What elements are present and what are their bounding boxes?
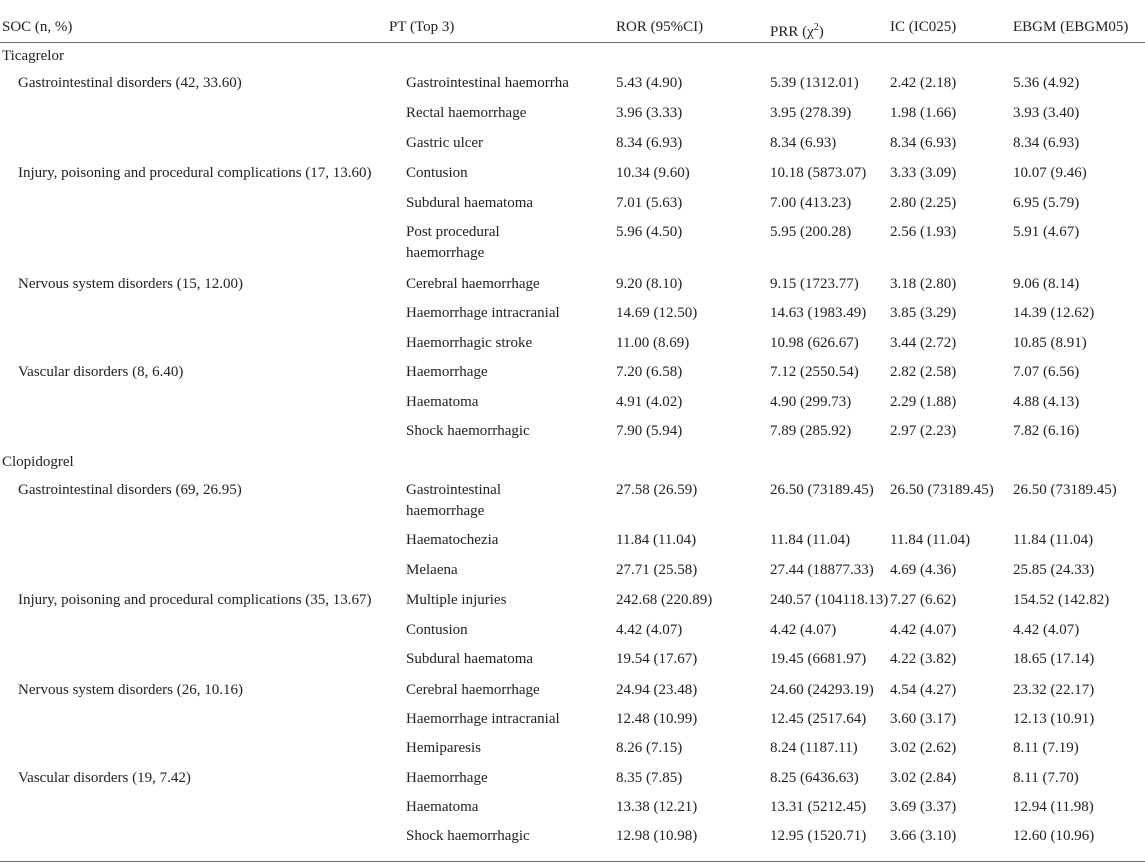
prr-cell: 11.84 (11.04) — [770, 532, 851, 548]
ic-cell: 1.98 (1.66) — [890, 105, 957, 121]
soc-label: Injury, poisoning and procedural complications (35, 13.67) — [18, 592, 372, 608]
ror-cell: 27.58 (26.59) — [616, 482, 698, 498]
pt-cell: Haemorrhage intracranial — [406, 711, 560, 727]
ror-cell: 5.96 (4.50) — [616, 224, 683, 240]
bottom-divider — [0, 861, 1145, 862]
ic-cell: 3.02 (2.84) — [890, 770, 957, 786]
ic-cell: 4.54 (4.27) — [890, 682, 957, 698]
pt-cell: Gastrointestinal haemorrhage — [406, 482, 501, 519]
prr-cell: 3.95 (278.39) — [770, 105, 852, 121]
prr-cell: 10.98 (626.67) — [770, 335, 859, 351]
ror-cell: 19.54 (17.67) — [616, 651, 698, 667]
ic-cell: 3.33 (3.09) — [890, 165, 957, 181]
prr-cell: 27.44 (18877.33) — [770, 562, 874, 578]
ic-cell: 11.84 (11.04) — [890, 532, 971, 548]
ror-cell: 11.00 (8.69) — [616, 335, 690, 351]
ic-cell: 2.80 (2.25) — [890, 195, 957, 211]
prr-cell: 9.15 (1723.77) — [770, 276, 859, 292]
ebgm-cell: 14.39 (12.62) — [1013, 305, 1095, 321]
ror-cell: 5.43 (4.90) — [616, 75, 683, 91]
ebgm-cell: 10.85 (8.91) — [1013, 335, 1087, 351]
pt-cell: Contusion — [406, 165, 468, 181]
ebgm-cell: 12.60 (10.96) — [1013, 828, 1095, 844]
prr-cell: 4.90 (299.73) — [770, 394, 852, 410]
ror-cell: 4.91 (4.02) — [616, 394, 683, 410]
header-divider — [0, 42, 1145, 43]
ic-cell: 2.82 (2.58) — [890, 364, 957, 380]
ebgm-cell: 154.52 (142.82) — [1013, 592, 1110, 608]
ror-cell: 4.42 (4.07) — [616, 622, 683, 638]
pt-cell: Rectal haemorrhage — [406, 105, 527, 121]
ror-cell: 7.20 (6.58) — [616, 364, 683, 380]
prr-cell: 8.24 (1187.11) — [770, 740, 858, 756]
prr-cell: 26.50 (73189.45) — [770, 482, 874, 498]
header-prr — [770, 17, 824, 43]
ic-cell: 2.42 (2.18) — [890, 75, 957, 91]
ebgm-cell: 7.07 (6.56) — [1013, 364, 1080, 380]
pt-cell: Cerebral haemorrhage — [406, 682, 540, 698]
ror-cell: 242.68 (220.89) — [616, 592, 713, 608]
pt-cell: Shock haemorrhagic — [406, 423, 530, 439]
pt-cell: Multiple injuries — [406, 592, 507, 608]
ebgm-cell: 12.13 (10.91) — [1013, 711, 1095, 727]
ror-cell: 10.34 (9.60) — [616, 165, 690, 181]
ror-cell: 3.96 (3.33) — [616, 105, 683, 121]
pt-cell: Shock haemorrhagic — [406, 828, 530, 844]
ic-cell: 3.02 (2.62) — [890, 740, 957, 756]
prr-cell: 19.45 (6681.97) — [770, 651, 867, 667]
ebgm-cell: 26.50 (73189.45) — [1013, 482, 1117, 498]
pt-cell: Subdural haematoma — [406, 651, 534, 667]
header-ebgm: EBGM (EBGM05) — [1013, 19, 1129, 35]
prr-cell: 240.57 (104118.13) — [770, 592, 889, 608]
pt-cell: Gastric ulcer — [406, 135, 484, 151]
prr-cell: 24.60 (24293.19) — [770, 682, 874, 698]
header-prr-suffix: ) — [818, 24, 824, 40]
ic-cell: 4.22 (3.82) — [890, 651, 957, 667]
prr-cell: 12.95 (1520.71) — [770, 828, 867, 844]
soc-label: Gastrointestinal disorders (69, 26.95) — [18, 482, 242, 498]
header-prr-prefix: PRR (χ — [770, 24, 814, 40]
soc-label: Gastrointestinal disorders (42, 33.60) — [18, 75, 242, 91]
drug-group-label: Ticagrelor — [2, 48, 64, 64]
ror-cell: 7.01 (5.63) — [616, 195, 683, 211]
pt-cell: Haematochezia — [406, 532, 499, 548]
pt-cell: Subdural haematoma — [406, 195, 534, 211]
prr-cell: 7.00 (413.23) — [770, 195, 852, 211]
ebgm-cell: 8.11 (7.70) — [1013, 770, 1079, 786]
prr-cell: 10.18 (5873.07) — [770, 165, 867, 181]
ebgm-cell: 10.07 (9.46) — [1013, 165, 1087, 181]
ic-cell: 3.66 (3.10) — [890, 828, 957, 844]
header-ic: IC (IC025) — [890, 19, 957, 35]
ror-cell: 12.48 (10.99) — [616, 711, 698, 727]
ebgm-cell: 25.85 (24.33) — [1013, 562, 1095, 578]
prr-cell: 7.89 (285.92) — [770, 423, 852, 439]
drug-group-label: Clopidogrel — [2, 454, 74, 470]
ebgm-cell: 23.32 (22.17) — [1013, 682, 1095, 698]
ic-cell: 3.44 (2.72) — [890, 335, 957, 351]
ebgm-cell: 5.91 (4.67) — [1013, 224, 1080, 240]
header-pt: PT (Top 3) — [389, 19, 455, 35]
ror-cell: 14.69 (12.50) — [616, 305, 698, 321]
ebgm-cell: 3.93 (3.40) — [1013, 105, 1080, 121]
ebgm-cell: 7.82 (6.16) — [1013, 423, 1080, 439]
ic-cell: 2.29 (1.88) — [890, 394, 957, 410]
ror-cell: 13.38 (12.21) — [616, 799, 698, 815]
pt-cell: Haemorrhagic stroke — [406, 335, 533, 351]
pt-cell: Gastrointestinal haemorrha — [406, 75, 569, 91]
ebgm-cell: 18.65 (17.14) — [1013, 651, 1095, 667]
soc-label: Injury, poisoning and procedural complications (17, 13.60) — [18, 165, 372, 181]
ic-cell: 3.69 (3.37) — [890, 799, 957, 815]
pt-cell: Haemorrhage — [406, 770, 488, 786]
ic-cell: 3.85 (3.29) — [890, 305, 957, 321]
ic-cell: 3.18 (2.80) — [890, 276, 957, 292]
pt-cell: Cerebral haemorrhage — [406, 276, 540, 292]
pt-cell: Haematoma — [406, 799, 479, 815]
prr-cell: 12.45 (2517.64) — [770, 711, 867, 727]
pt-cell: Melaena — [406, 562, 458, 578]
pt-cell: Contusion — [406, 622, 468, 638]
header-soc: SOC (n, %) — [2, 19, 73, 35]
ic-cell: 8.34 (6.93) — [890, 135, 957, 151]
ic-cell: 2.97 (2.23) — [890, 423, 957, 439]
ebgm-cell: 4.42 (4.07) — [1013, 622, 1080, 638]
pt-cell: Haematoma — [406, 394, 479, 410]
header-prr-sup: 2 — [813, 22, 819, 33]
prr-cell: 14.63 (1983.49) — [770, 305, 867, 321]
ic-cell: 4.42 (4.07) — [890, 622, 957, 638]
ic-cell: 3.60 (3.17) — [890, 711, 957, 727]
ic-cell: 2.56 (1.93) — [890, 224, 957, 240]
pt-cell: Hemiparesis — [406, 740, 481, 756]
ebgm-cell: 11.84 (11.04) — [1013, 532, 1094, 548]
ic-cell: 26.50 (73189.45) — [890, 482, 994, 498]
pt-cell: Haemorrhage — [406, 364, 488, 380]
prr-cell: 8.34 (6.93) — [770, 135, 837, 151]
ic-cell: 4.69 (4.36) — [890, 562, 957, 578]
ebgm-cell: 8.34 (6.93) — [1013, 135, 1080, 151]
ror-cell: 8.26 (7.15) — [616, 740, 683, 756]
prr-cell: 13.31 (5212.45) — [770, 799, 867, 815]
pt-cell: Post procedural haemorrhage — [406, 224, 500, 261]
soc-label: Vascular disorders (8, 6.40) — [18, 364, 184, 380]
ror-cell: 7.90 (5.94) — [616, 423, 683, 439]
ror-cell: 8.34 (6.93) — [616, 135, 683, 151]
ebgm-cell: 4.88 (4.13) — [1013, 394, 1080, 410]
ror-cell: 8.35 (7.85) — [616, 770, 683, 786]
ebgm-cell: 9.06 (8.14) — [1013, 276, 1080, 292]
prr-cell: 8.25 (6436.63) — [770, 770, 859, 786]
ic-cell: 7.27 (6.62) — [890, 592, 957, 608]
header-ror: ROR (95%CI) — [616, 19, 704, 35]
ebgm-cell: 8.11 (7.19) — [1013, 740, 1079, 756]
pt-cell: Haemorrhage intracranial — [406, 305, 560, 321]
soc-label: Nervous system disorders (15, 12.00) — [18, 276, 243, 292]
ror-cell: 12.98 (10.98) — [616, 828, 698, 844]
prr-cell: 4.42 (4.07) — [770, 622, 837, 638]
soc-label: Vascular disorders (19, 7.42) — [18, 770, 191, 786]
ror-cell: 27.71 (25.58) — [616, 562, 698, 578]
soc-label: Nervous system disorders (26, 10.16) — [18, 682, 243, 698]
prr-cell: 5.39 (1312.01) — [770, 75, 859, 91]
ebgm-cell: 6.95 (5.79) — [1013, 195, 1080, 211]
prr-cell: 7.12 (2550.54) — [770, 364, 859, 380]
ror-cell: 11.84 (11.04) — [616, 532, 697, 548]
ebgm-cell: 5.36 (4.92) — [1013, 75, 1080, 91]
ror-cell: 9.20 (8.10) — [616, 276, 683, 292]
prr-cell: 5.95 (200.28) — [770, 224, 852, 240]
ebgm-cell: 12.94 (11.98) — [1013, 799, 1094, 815]
ror-cell: 24.94 (23.48) — [616, 682, 698, 698]
